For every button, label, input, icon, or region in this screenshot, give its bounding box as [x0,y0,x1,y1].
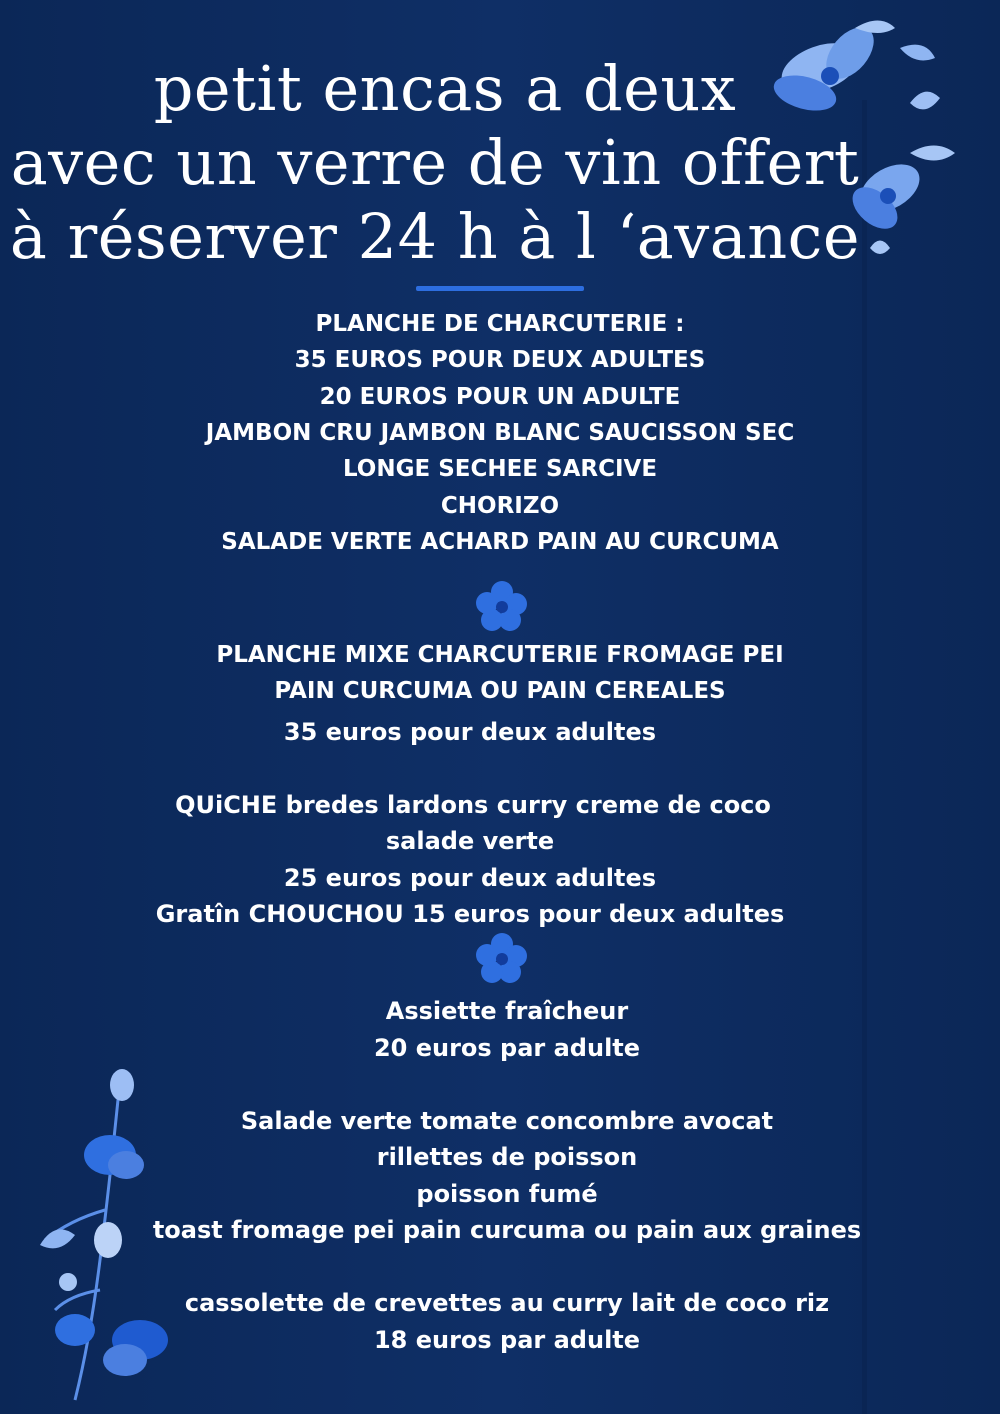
assiette-title: Assiette fraîcheur [385,997,629,1025]
blue-flower-icon [474,578,530,634]
section-title-charcuterie: PLANCHE DE CHARCUTERIE : [315,311,685,337]
cassolette-title: cassolette de crevettes au curry lait de coco riz [184,1289,830,1317]
title-line-2: avec un verre de vin offert [10,126,860,199]
assiette-item-1: Salade verte tomate concombre avocat [240,1107,774,1135]
mixe-price: 35 euros pour deux adultes [283,718,657,746]
gratin-line: Gratîn CHOUCHOU 15 euros pour deux adultes [155,900,785,928]
quiche-side: salade verte [385,827,555,855]
price-one-adult: 20 EUROS POUR UN ADULTE [319,384,681,410]
assiette-price: 20 euros par adulte [373,1034,641,1062]
floral-branch-icon [30,1060,180,1410]
title-line-3: à réserver 24 h à l ‘avance [9,200,861,273]
quiche-price: 25 euros pour deux adultes [283,864,657,892]
charcuterie-items-3: CHORIZO [440,493,560,519]
assiette-item-4: toast fromage pei pain curcuma ou pain aux graines [152,1216,862,1244]
cassolette-price: 18 euros par adulte [373,1326,641,1354]
assiette-item-3: poisson fumé [416,1180,598,1208]
price-two-adults: 35 EUROS POUR DEUX ADULTES [294,347,706,373]
charcuterie-items-2: LONGE SECHEE SARCIVE [342,456,658,482]
mixe-bread: PAIN CURCUMA OU PAIN CEREALES [274,678,726,704]
title-underline [416,286,584,291]
title-line-1: petit encas a deux [153,52,737,125]
charcuterie-items-4: SALADE VERTE ACHARD PAIN AU CURCUMA [221,529,779,555]
section-title-mixe: PLANCHE MIXE CHARCUTERIE FROMAGE PEI [216,642,784,668]
quiche-title: QUiCHE bredes lardons curry creme de coco [175,791,771,819]
assiette-item-2: rillettes de poisson [376,1143,638,1171]
blue-flower-icon [474,930,530,986]
charcuterie-items-1: JAMBON CRU JAMBON BLANC SAUCISSON SEC [205,420,795,446]
